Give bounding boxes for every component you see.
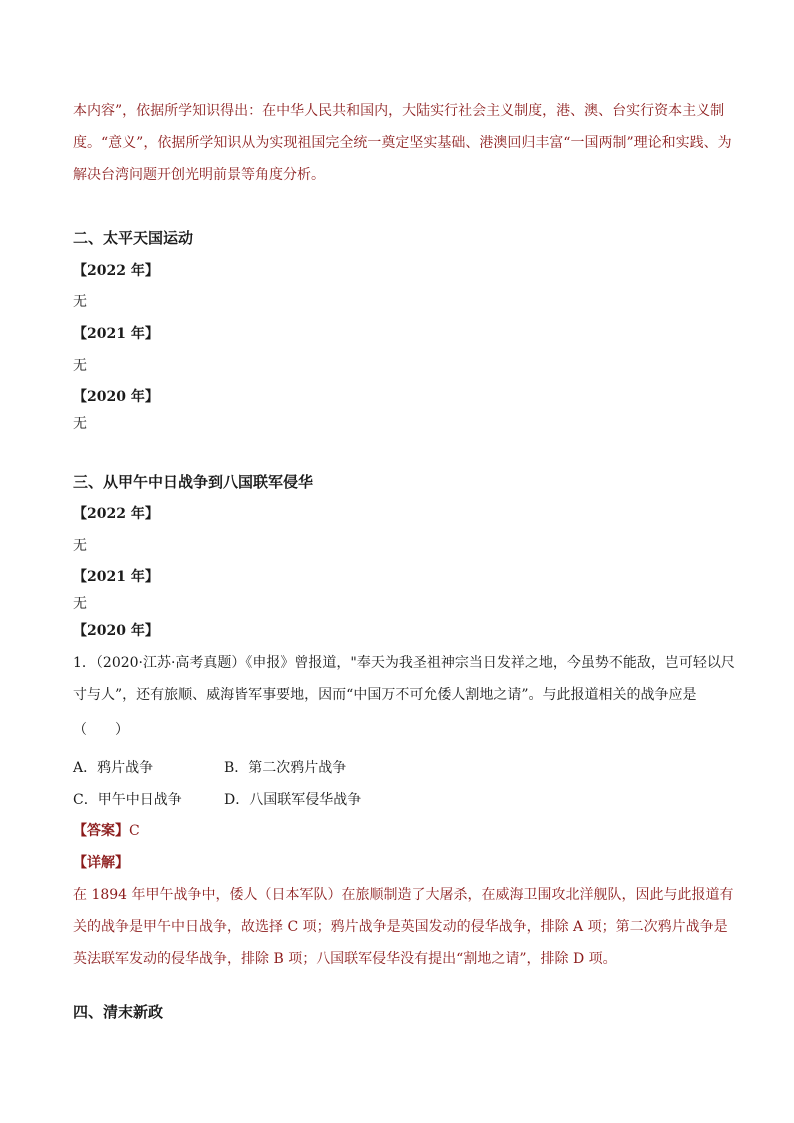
intro-line-1: 本内容”，依据所学知识得出：在中华人民共和国内，大陆实行社会主义制度，港、澳、台实行资本主义制 <box>73 103 725 119</box>
option-d: D．八国联军侵华战争 <box>224 792 362 808</box>
intro-line-3: 解决台湾问题开创光明前景等角度分析。 <box>73 167 325 183</box>
answer-row <box>73 821 140 841</box>
section-3-answer-2021: 无 <box>73 596 87 612</box>
question-line-1: 1．（2020·江苏·高考真题）《申报》曾报道，"奉天为我圣祖神宗当日发祥之地，今虽势不能敌，岂可轻以尺 <box>73 655 735 671</box>
intro-line-2: 度。“意义”，依据所学知识从为实现祖国完全统一奠定坚实基础、港澳回归丰富“一国两制”理论和实践、为 <box>73 135 732 151</box>
detail-line-2: 关的战争是甲午中日战争，故选择 C 项；鸦片战争是英国发动的侵华战争，排除 A 项；第二次鸦片战争是 <box>73 919 728 935</box>
section-4-title: 四、清末新政 <box>73 1003 164 1021</box>
section-3-title: 三、从甲午中日战争到八国联军侵华 <box>73 473 314 491</box>
section-2-year-2022: 【2022 年】 <box>73 263 159 279</box>
section-3-year-2021: 【2021 年】 <box>73 569 159 585</box>
detail-line-1: 在 1894 年甲午战争中，倭人（日本军队）在旅顺制造了大屠杀，在威海卫围攻北洋舰队，因此与此报道有 <box>73 887 734 903</box>
detail-line-3: 英法联军发动的侵华战争，排除 B 项；八国联军侵华没有提出“割地之请”，排除 D 项。 <box>73 951 617 967</box>
option-a: A．鸦片战争 <box>73 760 154 776</box>
option-c: C．甲午中日战争 <box>73 792 182 808</box>
section-2-year-2021: 【2021 年】 <box>73 326 159 342</box>
section-2-answer-2020: 无 <box>73 416 87 432</box>
detail-label: 【详解】 <box>73 855 129 871</box>
section-3-year-2022: 【2022 年】 <box>73 506 159 522</box>
question-line-2: 寸与人”，还有旅顺、威海皆军事要地，因而“中国万不可允倭人割地之请”。与此报道相关的战争应是 <box>73 687 697 703</box>
answer-value: C <box>129 823 140 839</box>
section-2-title: 二、太平天国运动 <box>73 229 194 247</box>
section-2-answer-2021: 无 <box>73 358 87 374</box>
section-2-year-2020: 【2020 年】 <box>73 389 159 405</box>
option-b: B．第二次鸦片战争 <box>224 760 347 776</box>
section-2-answer-2022: 无 <box>73 294 87 310</box>
answer-label: 【答案】 <box>73 823 129 839</box>
section-3-answer-2022: 无 <box>73 538 87 554</box>
section-3-year-2020: 【2020 年】 <box>73 623 159 639</box>
question-blank-paren: （ ） <box>73 722 129 738</box>
